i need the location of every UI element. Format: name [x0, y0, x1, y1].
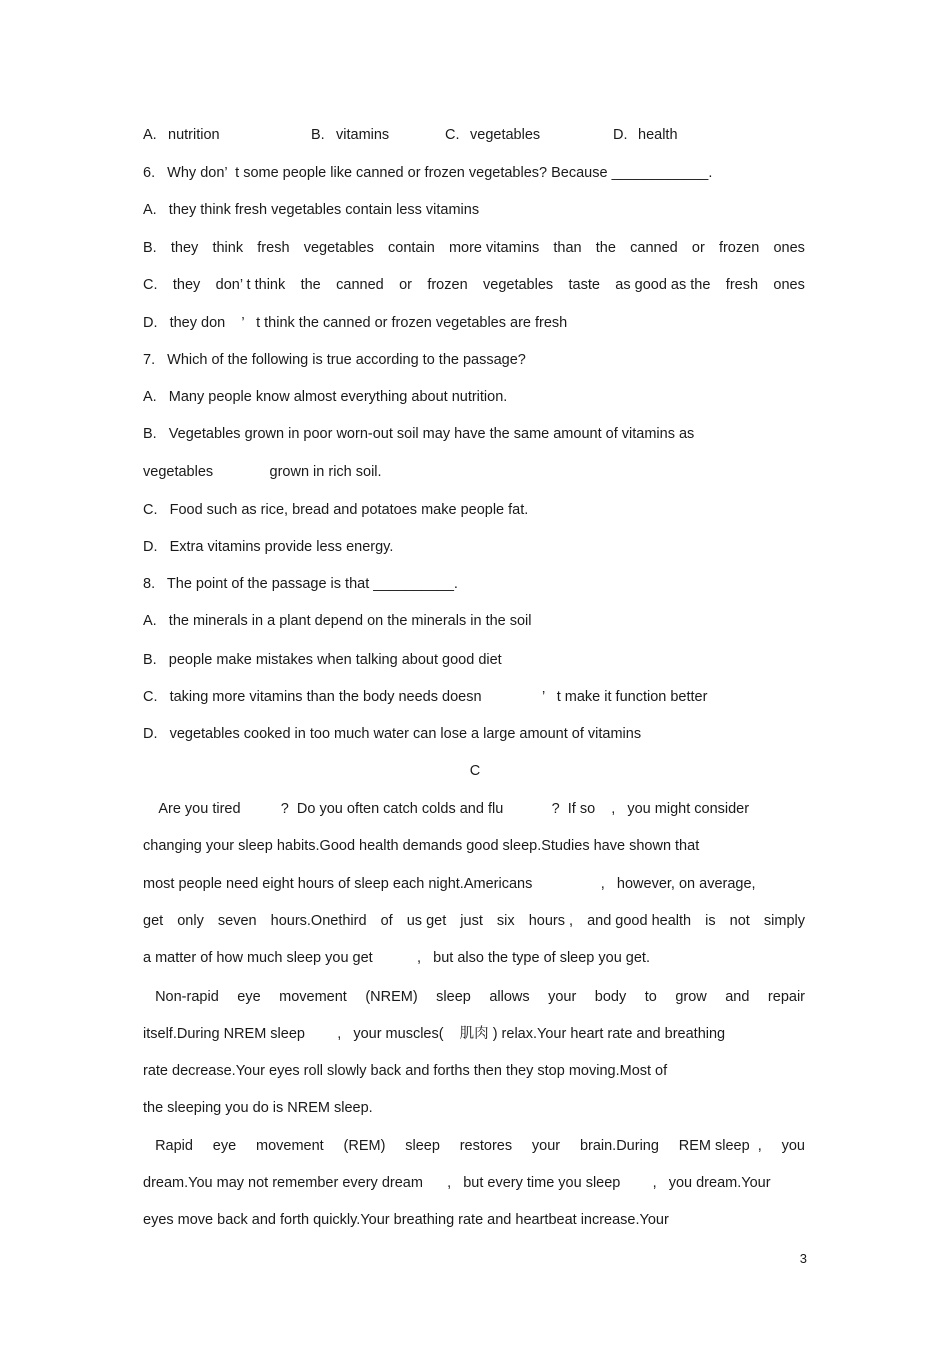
- passage-p2-line1-word: body: [594, 989, 627, 1005]
- q6-option-c-word: the: [300, 277, 321, 293]
- q8-stem: 8. The point of the passage is that __________.: [143, 576, 458, 592]
- q6-option-b-word: than: [553, 240, 582, 256]
- passage-p1-line4-word: not: [729, 913, 750, 929]
- passage-p1-line4-word: six: [496, 913, 515, 929]
- passage-p3-line1-word: REM sleep ,: [678, 1138, 762, 1154]
- q6-option-b-word: B.: [143, 240, 157, 256]
- q6-option-b-word: frozen: [718, 240, 760, 256]
- q6-option-c-word: taste: [568, 277, 600, 293]
- q6-option-c-word: C.: [143, 277, 158, 293]
- q6-option-b-word: vegetables: [303, 240, 374, 256]
- q6-option-c-word: ones: [773, 277, 805, 293]
- passage-p3-line1-word: restores: [459, 1138, 513, 1154]
- q6-option-b-word: the: [595, 240, 616, 256]
- q6-option-c-word: frozen: [427, 277, 468, 293]
- passage-p1-line4-word: get: [143, 913, 164, 929]
- passage-p2-line3: rate decrease.Your eyes roll slowly back and forths then they stop moving.Most of: [143, 1063, 668, 1079]
- q6-option-c: [143, 276, 805, 294]
- passage-p3-line2: dream.You may not remember every dream , but every time you sleep , you dream.Your: [143, 1175, 771, 1191]
- q6-option-b-word: ones: [773, 240, 805, 256]
- passage-p2-line1-word: allows: [489, 989, 530, 1005]
- passage-p3-line3: eyes move back and forth quickly.Your breathing rate and heartbeat increase.Your: [143, 1212, 669, 1228]
- passage-p1-line4-word: hours ,: [528, 913, 574, 929]
- passage-p2-line1-word: your: [548, 989, 577, 1005]
- passage-p2-line1-word: Non-rapid: [143, 989, 219, 1005]
- q6-option-c-word: fresh: [725, 277, 759, 293]
- passage-p2-line1: [143, 988, 805, 1006]
- passage-p2-line1-word: eye: [237, 989, 261, 1005]
- q6-option-a: A. they think fresh vegetables contain less vitamins: [143, 202, 480, 218]
- passage-p2-line4: the sleeping you do is NREM sleep.: [143, 1100, 373, 1116]
- q5-option-a: A. nutrition: [143, 127, 220, 143]
- q6-option-c-word: canned: [336, 277, 384, 293]
- passage-p1-line4: [143, 912, 805, 930]
- passage-p3-line1-word: your: [531, 1138, 561, 1154]
- q8-option-b: B. people make mistakes when talking about good diet: [143, 652, 502, 668]
- passage-p3-line1-word: movement: [256, 1138, 324, 1154]
- passage-p1-line1: Are you tired ? Do you often catch colds and flu ? If so , you might consider: [143, 801, 750, 817]
- q8-option-c: C. taking more vitamins than the body needs doesn ’ t make it function better: [143, 689, 708, 705]
- q6-option-c-word: or: [399, 277, 412, 293]
- passage-p2-line1-word: movement: [279, 989, 347, 1005]
- q6-option-c-word: don’ t think: [215, 277, 286, 293]
- passage-p2-line1-word: (NREM): [365, 989, 418, 1005]
- passage-p1-line4-word: hours.Onethird: [270, 913, 367, 929]
- q6-option-b-word: contain: [388, 240, 435, 256]
- q6-option-b-word: or: [691, 240, 705, 256]
- q7-option-a: A. Many people know almost everything about nutrition.: [143, 389, 508, 405]
- passage-p3-line1-word: eye: [212, 1138, 237, 1154]
- q6-option-c-word: they: [172, 277, 201, 293]
- passage-p1-line4-word: just: [460, 913, 483, 929]
- q6-option-b-word: they: [170, 240, 199, 256]
- q8-option-a: A. the minerals in a plant depend on the minerals in the soil: [143, 613, 532, 629]
- page-number: 3: [799, 1251, 807, 1266]
- q7-option-b-line2: vegetables grown in rich soil.: [143, 464, 382, 480]
- passage-p1-line4-word: simply: [763, 913, 805, 929]
- q7-option-b-line1: B. Vegetables grown in poor worn-out soil may have the same amount of vitamins as: [143, 426, 695, 442]
- q6-option-b-word: think: [212, 240, 244, 256]
- passage-p2-line1-word: and: [725, 989, 750, 1005]
- passage-p3-line1-word: brain.During: [579, 1138, 659, 1154]
- passage-p3-line1-word: Rapid: [143, 1138, 193, 1154]
- passage-p2-line1-word: grow: [675, 989, 707, 1005]
- section-title: C: [469, 763, 481, 779]
- passage-p1-line4-word: and good health: [587, 913, 692, 929]
- q6-option-c-word: vegetables: [483, 277, 554, 293]
- passage-p2-line1-word: sleep: [436, 989, 471, 1005]
- q6-option-b: [143, 239, 805, 257]
- passage-p3-line1-word: you: [781, 1138, 805, 1154]
- passage-p2-line1-word: to: [644, 989, 657, 1005]
- q8-option-d: D. vegetables cooked in too much water can lose a large amount of vitamins: [143, 726, 642, 742]
- q7-option-d: D. Extra vitamins provide less energy.: [143, 539, 394, 555]
- q7-option-c: C. Food such as rice, bread and potatoes make people fat.: [143, 502, 529, 518]
- q7-stem: 7. Which of the following is true according to the passage?: [143, 352, 526, 368]
- q6-option-b-word: fresh: [257, 240, 290, 256]
- q5-option-b: B. vitamins: [311, 127, 390, 143]
- passage-p1-line5: a matter of how much sleep you get , but also the type of sleep you get.: [143, 950, 650, 966]
- q5-option-c: C. vegetables: [445, 127, 541, 143]
- q5-option-d: D. health: [613, 127, 678, 143]
- passage-p1-line4-word: is: [705, 913, 716, 929]
- q6-option-b-word: canned: [630, 240, 678, 256]
- passage-p1-line4-word: of: [380, 913, 393, 929]
- q6-stem: 6. Why don’ t some people like canned or frozen vegetables? Because ____________.: [143, 165, 713, 181]
- passage-p1-line4-word: only: [177, 913, 204, 929]
- passage-p3-line1-word: sleep: [405, 1138, 440, 1154]
- passage-p1-line4-word: seven: [217, 913, 257, 929]
- passage-p2-line2: itself.During NREM sleep , your muscles( 肌肉 ) relax.Your heart rate and breathing: [143, 1026, 726, 1042]
- q5-options: [143, 126, 805, 144]
- passage-p1-line4-word: us get: [406, 913, 447, 929]
- passage-p1-line2: changing your sleep habits.Good health demands good sleep.Studies have shown that: [143, 838, 700, 854]
- passage-p2-line1-word: repair: [767, 989, 805, 1005]
- passage-p1-line3: most people need eight hours of sleep each night.Americans , however, on average,: [143, 876, 756, 892]
- passage-p3-line1: [143, 1137, 805, 1155]
- q6-option-b-word: more vitamins: [448, 240, 540, 256]
- q6-option-c-word: as good as the: [615, 277, 711, 293]
- passage-p3-line1-word: (REM): [343, 1138, 386, 1154]
- q6-option-d: D. they don ’ t think the canned or frozen vegetables are fresh: [143, 315, 568, 331]
